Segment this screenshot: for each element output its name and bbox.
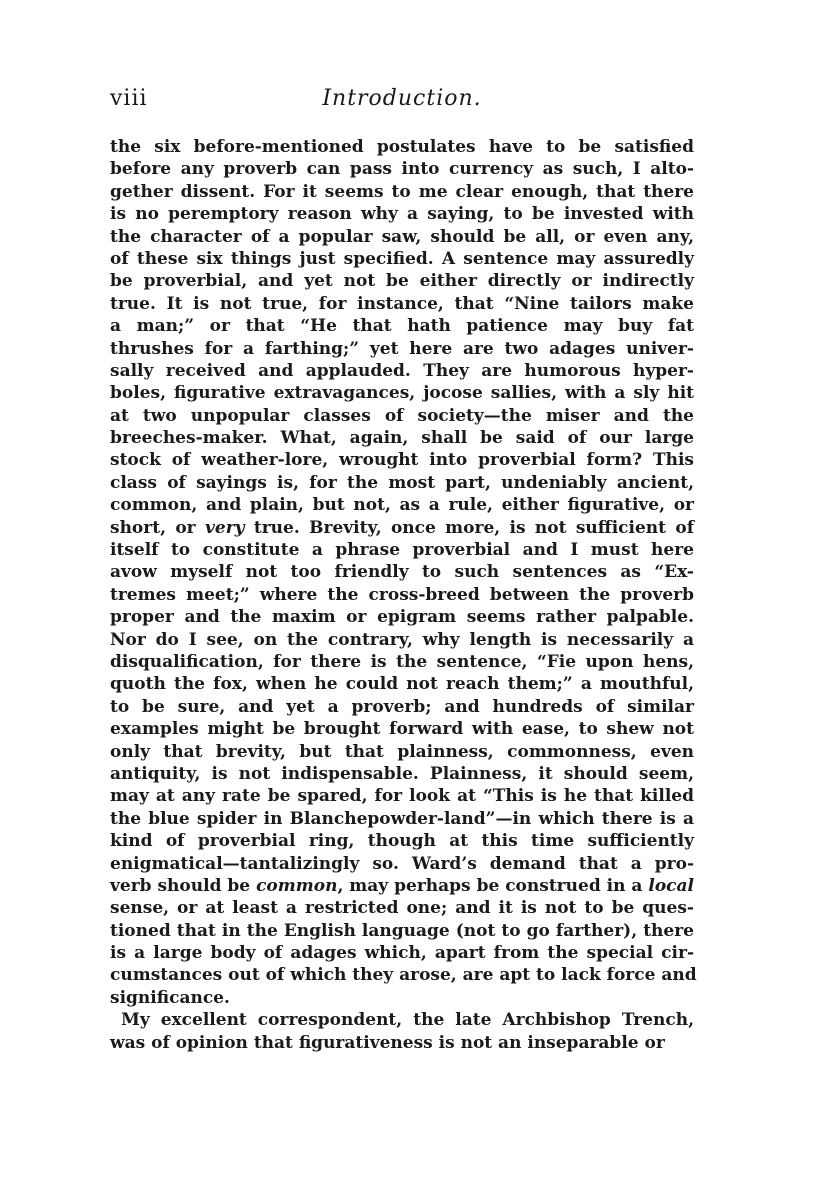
text-line: significance. [110,987,230,1008]
text-line: to be sure, and yet a proverb; and hundreds of similar [110,696,694,717]
text-line: thrushes for a farthing;” yet here are two adages univer- [110,338,694,359]
text-line: proper and the maxim or epigram seems rather palpable. [110,607,694,628]
text-line: Nor do I see, on the contrary, why length is necessarily a [110,629,694,650]
text-line: the character of a popular saw, should be all, or even any, [110,226,694,247]
text-line: common, and plain, but not, as a rule, either figurative, or [110,495,694,516]
text-line: antiquity, is not indispensable. Plainness, it should seem, [110,763,694,784]
text-line: kind of proverbial ring, though at this time sufficiently [110,831,694,852]
text-line: was of opinion that figurativeness is not an inseparable or [110,1032,665,1053]
text-line: class of sayings is, for the most part, undeniably ancient, [110,472,694,493]
text-line: My excellent correspondent, the late Archbishop Trench, [121,1010,694,1031]
text-line: quoth the fox, when he could not reach them;” a mouthful, [110,674,694,695]
page-number: viii [110,86,148,111]
text-line: of these six things just specified. A sentence may assuredly [110,248,694,269]
text-line: cumstances out of which they arose, are apt to lack force and [110,965,697,986]
text-line: at two unpopular classes of society—the miser and the [110,405,694,426]
text-line: sally received and applauded. They are humorous hyper- [110,360,694,381]
text-line: is no peremptory reason why a saying, to be invested with [110,204,694,225]
text-line: enigmatical—tantalizingly so. Ward’s demand that a pro- [110,853,694,874]
text-line: gether dissent. For it seems to me clear enough, that there [110,181,694,202]
text-line: may at any rate be spared, for look at “This is he that killed [110,786,694,807]
text-line: before any proverb can pass into currency as such, I alto- [110,159,694,180]
text-line: stock of weather-lore, wrought into proverbial form? This [110,450,694,471]
text-line: true. It is not true, for instance, that “Nine tailors make [110,293,694,314]
text-line: avow myself not too friendly to such sentences as “Ex- [110,562,694,583]
page-header [110,86,694,116]
text-line: tioned that in the English language (not to go farther), there [110,920,694,941]
text-line: boles, figurative extravagances, jocose sallies, with a sly hit [110,383,694,404]
running-title: Introduction. [322,86,482,111]
text-line: disqualification, for there is the sentence, “Fie upon hens, [110,651,694,672]
text-line: verb should be common, may perhaps be construed in a local [110,875,694,896]
text-line: short, or very true. Brevity, once more, is not sufficient of [110,517,695,538]
text-line: itself to constitute a phrase proverbial and I must here [110,540,694,561]
text-line: be proverbial, and yet not be either directly or indirectly [110,271,694,292]
text-line: is a large body of adages which, apart from the special cir- [110,943,694,964]
text-line: tremes meet;” where the cross-breed between the proverb [110,584,694,605]
text-line: only that brevity, but that plainness, commonness, even [110,741,694,762]
text-line: examples might be brought forward with ease, to shew not [110,719,694,740]
text-line: the six before-mentioned postulates have to be satisfied [110,137,694,157]
body-text [110,136,697,1054]
text-line: a man;” or that “He that hath patience may buy fat [110,316,694,337]
text-line: breeches-maker. What, again, shall be said of our large [110,428,694,449]
text-line: the blue spider in Blanchepowder-land”—in which there is a [110,808,694,829]
text-line: sense, or at least a restricted one; and it is not to be ques- [110,898,694,919]
